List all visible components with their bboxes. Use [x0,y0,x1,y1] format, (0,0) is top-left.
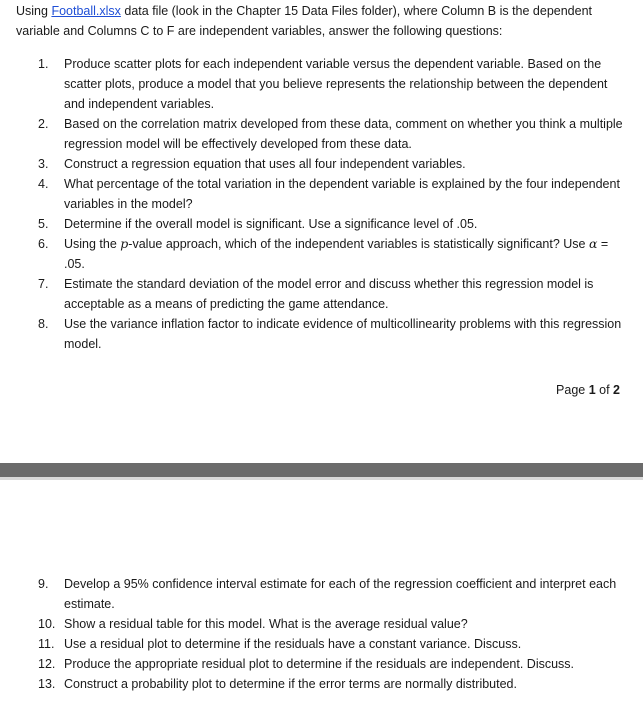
intro-suffix: data file (look in the Chapter 15 Data Files folder), where Column B is the dependent variable and Columns C to F are independent variables, answer the following questions: [16,4,593,38]
intro-prefix: Using [16,4,52,18]
question-item [38,214,628,234]
question-number: 1. [38,57,49,71]
question-text: Construct a regression equation that uses all four independent variables. [64,157,466,171]
page-number-current: 1 [588,383,596,397]
question-item [38,274,628,314]
question-item [38,234,628,274]
page-separator [0,463,643,477]
question-text-part: -value approach, which of the independent variables is statistically significant? Use [128,237,589,251]
question-item [38,314,628,354]
question-item [38,174,628,214]
question-number: 2. [38,117,49,131]
question-number: 13. [38,677,56,691]
question-list-page-1 [38,54,628,354]
question-text: Develop a 95% confidence interval estimate for each of the regression coefficient and interpret each estimate. [64,577,617,611]
question-number: 8. [38,317,49,331]
question-text: Based on the correlation matrix developed from these data, comment on whether you think a multiple regression model will be effectively developed from these data. [64,117,623,151]
intro-paragraph [16,1,631,41]
question-item [38,614,628,634]
question-text: Use the variance inflation factor to indicate evidence of multicollinearity problems with this regression model. [64,317,622,351]
question-number: 11. [38,637,55,651]
question-text: Produce the appropriate residual plot to determine if the residuals are independent. Discuss. [64,657,575,671]
question-text-part: Using the [64,237,121,251]
document-page-2 [0,480,643,701]
question-number: 3. [38,157,49,171]
question-text: Show a residual table for this model. What is the average residual value? [64,617,468,631]
question-text: Produce scatter plots for each independent variable versus the dependent variable. Based on the scatter plots, produce a model that you believe represents the relationship between the dependent and independent variables. [64,57,608,111]
question-text: Use a residual plot to determine if the residuals have a constant variance. Discuss. [64,637,522,651]
question-item [38,574,628,614]
question-text: Construct a probability plot to determine if the error terms are normally distributed. [64,677,517,691]
question-item [38,674,628,694]
page-number-prefix: Page [556,383,589,397]
question-number: 5. [38,217,49,231]
question-number: 10. [38,617,56,631]
question-item [38,54,628,114]
p-variable: p [120,236,129,251]
question-number: 6. [38,237,49,251]
question-number: 9. [38,577,49,591]
question-number: 7. [38,277,49,291]
question-text [64,237,608,271]
question-number: 12. [38,657,56,671]
question-item [38,654,628,674]
question-item [38,154,628,174]
page-number-total: 2 [613,383,620,397]
question-number: 4. [38,177,49,191]
alpha-symbol: α [588,236,598,251]
question-text: Estimate the standard deviation of the model error and discuss whether this regression model is acceptable as a means of predicting the game attendance. [64,277,594,311]
question-text-part: = .05. [64,237,609,271]
question-item [38,114,628,154]
question-text: What percentage of the total variation in the dependent variable is explained by the four independent variables in the model? [64,177,620,211]
question-text: Determine if the overall model is significant. Use a significance level of .05. [64,217,478,231]
question-item [38,634,628,654]
football-data-link[interactable]: Football.xlsx [51,4,121,18]
question-list-page-2 [38,574,628,694]
page-number [556,380,620,400]
page-number-mid: of [595,383,614,397]
